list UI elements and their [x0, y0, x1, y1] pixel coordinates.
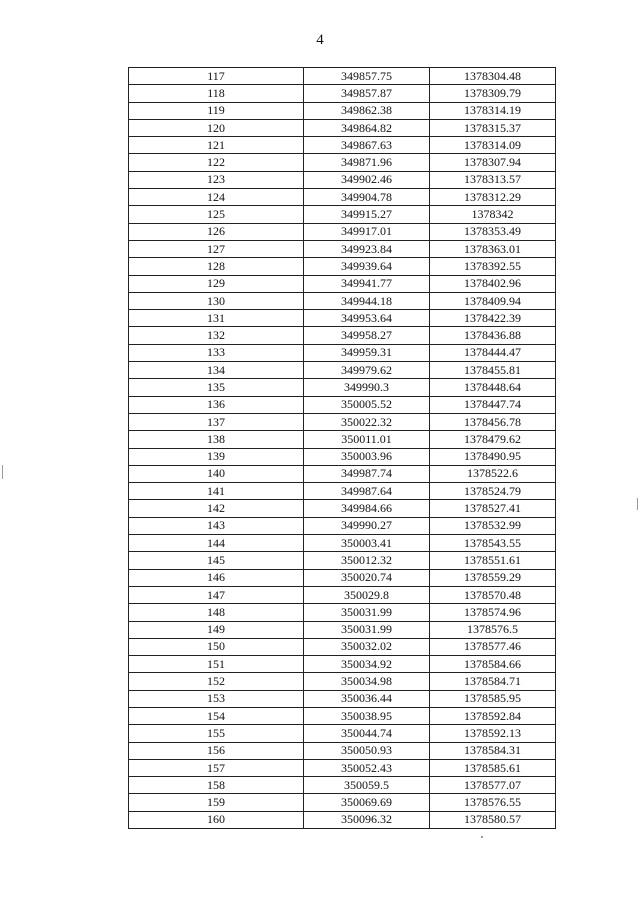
table-row: [129, 794, 556, 811]
point-number-cell: 122: [129, 154, 304, 171]
y-coordinate-cell: 1378577.46: [430, 638, 556, 655]
point-number-cell: 142: [129, 500, 304, 517]
table-row: [129, 171, 556, 188]
table-row: [129, 759, 556, 776]
table-row: [129, 137, 556, 154]
y-coordinate-cell: 1378592.13: [430, 725, 556, 742]
y-coordinate-cell: 1378448.64: [430, 379, 556, 396]
scan-mark-left: [2, 465, 3, 479]
x-coordinate-cell: 350069.69: [304, 794, 430, 811]
point-number-cell: 158: [129, 777, 304, 794]
y-coordinate-cell: 1378592.84: [430, 707, 556, 724]
point-number-cell: 133: [129, 344, 304, 361]
table-row: [129, 690, 556, 707]
x-coordinate-cell: 349904.78: [304, 189, 430, 206]
y-coordinate-cell: 1378309.79: [430, 85, 556, 102]
table-row: [129, 448, 556, 465]
y-coordinate-cell: 1378363.01: [430, 240, 556, 257]
y-coordinate-cell: 1378577.07: [430, 777, 556, 794]
y-coordinate-cell: 1378315.37: [430, 119, 556, 136]
table-row: [129, 119, 556, 136]
x-coordinate-cell: 349857.75: [304, 68, 430, 85]
x-coordinate-cell: 350022.32: [304, 413, 430, 430]
y-coordinate-cell: 1378584.31: [430, 742, 556, 759]
point-number-cell: 126: [129, 223, 304, 240]
y-coordinate-cell: 1378444.47: [430, 344, 556, 361]
y-coordinate-cell: 1378576.55: [430, 794, 556, 811]
x-coordinate-cell: 349864.82: [304, 119, 430, 136]
x-coordinate-cell: 350029.8: [304, 586, 430, 603]
y-coordinate-cell: 1378524.79: [430, 483, 556, 500]
table-row: [129, 189, 556, 206]
y-coordinate-cell: 1378543.55: [430, 535, 556, 552]
point-number-cell: 156: [129, 742, 304, 759]
x-coordinate-cell: 350034.98: [304, 673, 430, 690]
table-row: [129, 569, 556, 586]
x-coordinate-cell: 350005.52: [304, 396, 430, 413]
x-coordinate-cell: 350059.5: [304, 777, 430, 794]
y-coordinate-cell: 1378576.5: [430, 621, 556, 638]
y-coordinate-cell: 1378342: [430, 206, 556, 223]
point-number-cell: 145: [129, 552, 304, 569]
y-coordinate-cell: 1378580.57: [430, 811, 556, 828]
point-number-cell: 153: [129, 690, 304, 707]
table-row: [129, 85, 556, 102]
point-number-cell: 146: [129, 569, 304, 586]
y-coordinate-cell: 1378313.57: [430, 171, 556, 188]
x-coordinate-cell: 349990.3: [304, 379, 430, 396]
table-row: [129, 396, 556, 413]
page-number: 4: [316, 32, 324, 48]
table-row: [129, 535, 556, 552]
point-number-cell: 132: [129, 327, 304, 344]
x-coordinate-cell: 350036.44: [304, 690, 430, 707]
table-row: [129, 465, 556, 482]
coordinates-table: [128, 67, 556, 829]
point-number-cell: 128: [129, 258, 304, 275]
point-number-cell: 125: [129, 206, 304, 223]
table-row: [129, 725, 556, 742]
x-coordinate-cell: 349987.64: [304, 483, 430, 500]
table-row: [129, 310, 556, 327]
table-row: [129, 206, 556, 223]
y-coordinate-cell: 1378585.61: [430, 759, 556, 776]
table-row: [129, 154, 556, 171]
table-row: [129, 500, 556, 517]
table-row: [129, 275, 556, 292]
y-coordinate-cell: 1378551.61: [430, 552, 556, 569]
point-number-cell: 118: [129, 85, 304, 102]
point-number-cell: 119: [129, 102, 304, 119]
x-coordinate-cell: 349953.64: [304, 310, 430, 327]
y-coordinate-cell: 1378522.6: [430, 465, 556, 482]
x-coordinate-cell: 350052.43: [304, 759, 430, 776]
x-coordinate-cell: 349990.27: [304, 517, 430, 534]
point-number-cell: 123: [129, 171, 304, 188]
table-row: [129, 258, 556, 275]
y-coordinate-cell: 1378527.41: [430, 500, 556, 517]
y-coordinate-cell: 1378409.94: [430, 292, 556, 309]
y-coordinate-cell: 1378479.62: [430, 431, 556, 448]
point-number-cell: 121: [129, 137, 304, 154]
point-number-cell: 129: [129, 275, 304, 292]
table-row: [129, 223, 556, 240]
table-row: [129, 68, 556, 85]
x-coordinate-cell: 349979.62: [304, 362, 430, 379]
point-number-cell: 155: [129, 725, 304, 742]
table-row: [129, 240, 556, 257]
y-coordinate-cell: 1378304.48: [430, 68, 556, 85]
point-number-cell: 124: [129, 189, 304, 206]
table-row: [129, 707, 556, 724]
y-coordinate-cell: 1378584.71: [430, 673, 556, 690]
x-coordinate-cell: 350020.74: [304, 569, 430, 586]
x-coordinate-cell: 349939.64: [304, 258, 430, 275]
point-number-cell: 135: [129, 379, 304, 396]
x-coordinate-cell: 350038.95: [304, 707, 430, 724]
point-number-cell: 157: [129, 759, 304, 776]
x-coordinate-cell: 350031.99: [304, 604, 430, 621]
y-coordinate-cell: 1378392.55: [430, 258, 556, 275]
y-coordinate-cell: 1378455.81: [430, 362, 556, 379]
point-number-cell: 136: [129, 396, 304, 413]
point-number-cell: 137: [129, 413, 304, 430]
table-row: [129, 431, 556, 448]
y-coordinate-cell: 1378559.29: [430, 569, 556, 586]
x-coordinate-cell: 349867.63: [304, 137, 430, 154]
y-coordinate-cell: 1378312.29: [430, 189, 556, 206]
table-row: [129, 638, 556, 655]
point-number-cell: 139: [129, 448, 304, 465]
point-number-cell: 148: [129, 604, 304, 621]
point-number-cell: 151: [129, 656, 304, 673]
table-row: [129, 586, 556, 603]
x-coordinate-cell: 350003.41: [304, 535, 430, 552]
scan-mark-bottom: [481, 836, 483, 838]
y-coordinate-cell: 1378307.94: [430, 154, 556, 171]
point-number-cell: 127: [129, 240, 304, 257]
point-number-cell: 140: [129, 465, 304, 482]
y-coordinate-cell: 1378532.99: [430, 517, 556, 534]
table-row: [129, 292, 556, 309]
y-coordinate-cell: 1378353.49: [430, 223, 556, 240]
point-number-cell: 149: [129, 621, 304, 638]
point-number-cell: 138: [129, 431, 304, 448]
table-row: [129, 811, 556, 828]
y-coordinate-cell: 1378585.95: [430, 690, 556, 707]
table-row: [129, 483, 556, 500]
table-row: [129, 327, 556, 344]
x-coordinate-cell: 349915.27: [304, 206, 430, 223]
x-coordinate-cell: 349959.31: [304, 344, 430, 361]
table-row: [129, 413, 556, 430]
x-coordinate-cell: 350044.74: [304, 725, 430, 742]
x-coordinate-cell: 349857.87: [304, 85, 430, 102]
y-coordinate-cell: 1378574.96: [430, 604, 556, 621]
point-number-cell: 134: [129, 362, 304, 379]
x-coordinate-cell: 349941.77: [304, 275, 430, 292]
x-coordinate-cell: 349958.27: [304, 327, 430, 344]
x-coordinate-cell: 350034.92: [304, 656, 430, 673]
point-number-cell: 152: [129, 673, 304, 690]
x-coordinate-cell: 349902.46: [304, 171, 430, 188]
x-coordinate-cell: 349871.96: [304, 154, 430, 171]
point-number-cell: 120: [129, 119, 304, 136]
x-coordinate-cell: 350003.96: [304, 448, 430, 465]
y-coordinate-cell: 1378570.48: [430, 586, 556, 603]
point-number-cell: 130: [129, 292, 304, 309]
table-row: [129, 344, 556, 361]
point-number-cell: 154: [129, 707, 304, 724]
y-coordinate-cell: 1378422.39: [430, 310, 556, 327]
x-coordinate-cell: 350011.01: [304, 431, 430, 448]
table-row: [129, 362, 556, 379]
coordinates-table-body: [129, 68, 556, 829]
table-row: [129, 656, 556, 673]
table-row: [129, 742, 556, 759]
y-coordinate-cell: 1378447.74: [430, 396, 556, 413]
table-row: [129, 552, 556, 569]
point-number-cell: 159: [129, 794, 304, 811]
x-coordinate-cell: 350096.32: [304, 811, 430, 828]
y-coordinate-cell: 1378314.19: [430, 102, 556, 119]
point-number-cell: 143: [129, 517, 304, 534]
table-row: [129, 621, 556, 638]
x-coordinate-cell: 350031.99: [304, 621, 430, 638]
y-coordinate-cell: 1378456.78: [430, 413, 556, 430]
y-coordinate-cell: 1378584.66: [430, 656, 556, 673]
x-coordinate-cell: 349987.74: [304, 465, 430, 482]
point-number-cell: 117: [129, 68, 304, 85]
y-coordinate-cell: 1378436.88: [430, 327, 556, 344]
table-row: [129, 102, 556, 119]
scan-mark-right: [637, 498, 638, 510]
x-coordinate-cell: 349917.01: [304, 223, 430, 240]
point-number-cell: 147: [129, 586, 304, 603]
point-number-cell: 150: [129, 638, 304, 655]
y-coordinate-cell: 1378314.09: [430, 137, 556, 154]
x-coordinate-cell: 349984.66: [304, 500, 430, 517]
x-coordinate-cell: 349923.84: [304, 240, 430, 257]
table-row: [129, 379, 556, 396]
table-row: [129, 777, 556, 794]
point-number-cell: 144: [129, 535, 304, 552]
y-coordinate-cell: 1378402.96: [430, 275, 556, 292]
y-coordinate-cell: 1378490.95: [430, 448, 556, 465]
x-coordinate-cell: 350012.32: [304, 552, 430, 569]
table-row: [129, 517, 556, 534]
table-row: [129, 604, 556, 621]
x-coordinate-cell: 349862.38: [304, 102, 430, 119]
x-coordinate-cell: 350032.02: [304, 638, 430, 655]
table-row: [129, 673, 556, 690]
point-number-cell: 141: [129, 483, 304, 500]
x-coordinate-cell: 350050.93: [304, 742, 430, 759]
point-number-cell: 160: [129, 811, 304, 828]
point-number-cell: 131: [129, 310, 304, 327]
x-coordinate-cell: 349944.18: [304, 292, 430, 309]
